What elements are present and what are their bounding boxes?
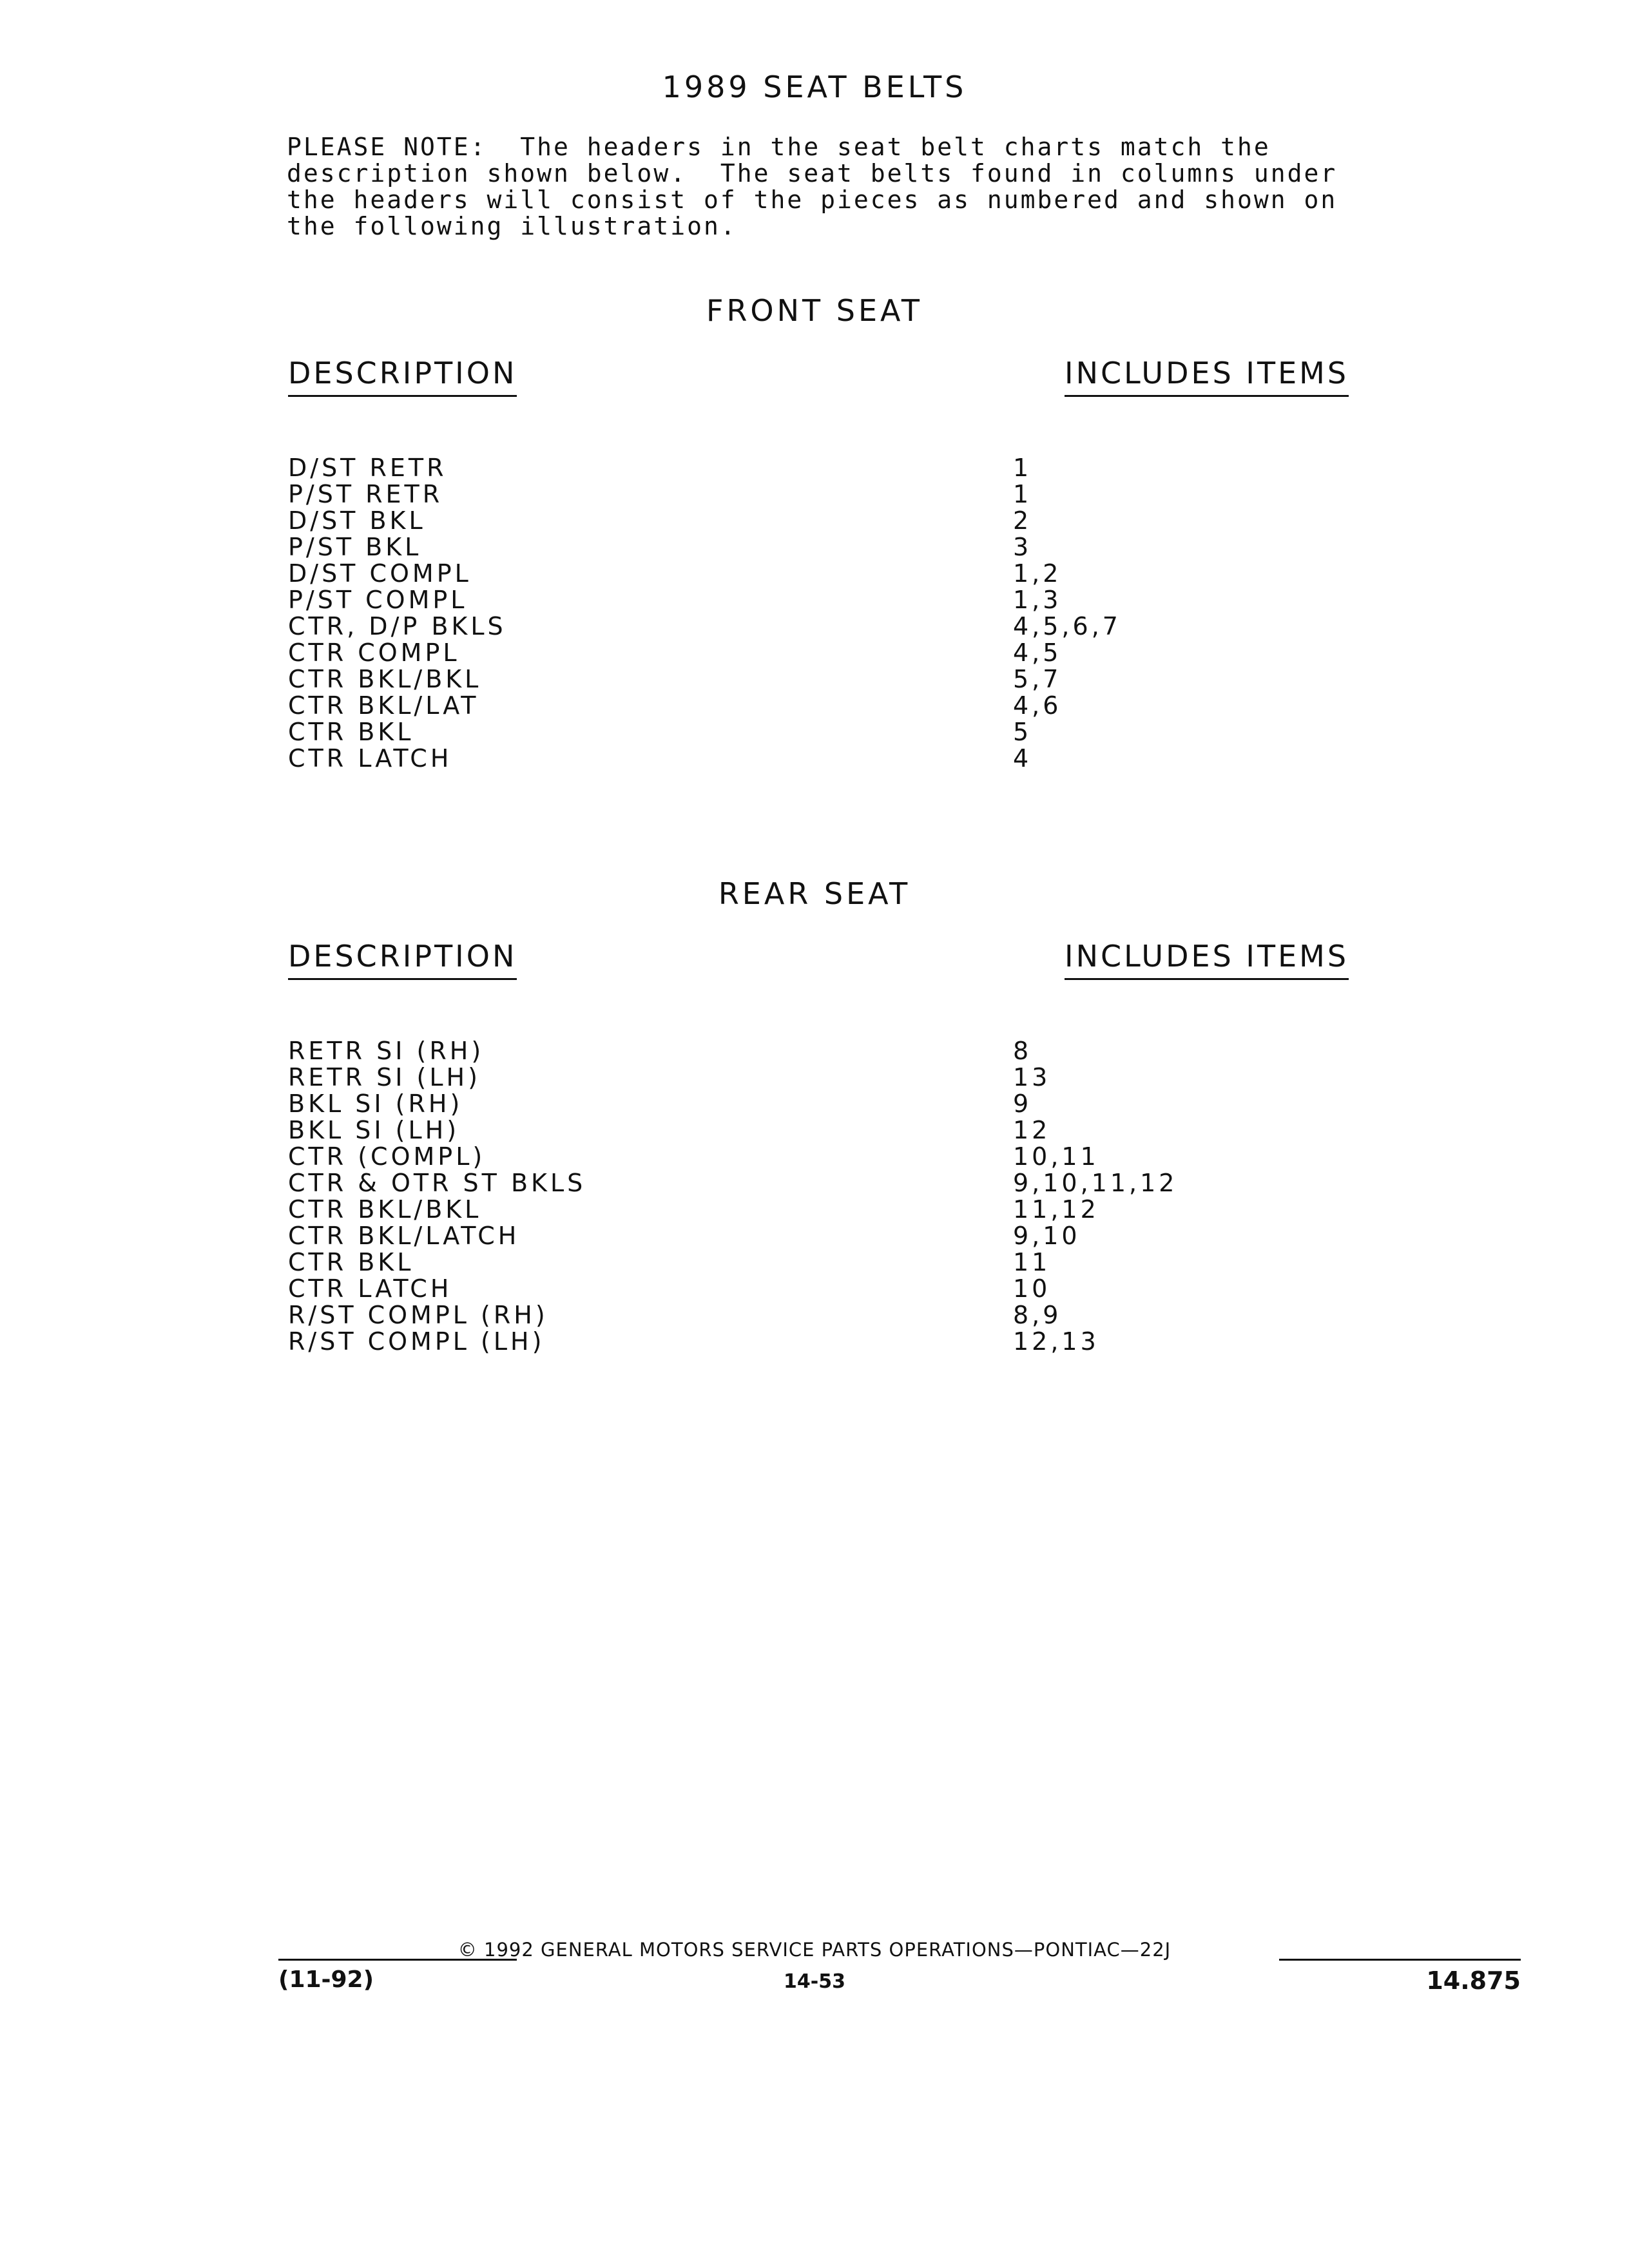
- front-row-items: 4,5: [1013, 639, 1062, 667]
- front-row-items: 4,5,6,7: [1013, 612, 1121, 640]
- front-row-items: 5,7: [1013, 665, 1062, 693]
- rear-row-items: 8,9: [1013, 1301, 1062, 1329]
- rear-seat-title: REAR SEAT: [718, 876, 911, 911]
- rear-row-items: 8: [1013, 1037, 1032, 1065]
- front-row-description: CTR BKL/BKL: [288, 665, 482, 693]
- footer-date-code: (11-92): [278, 1966, 374, 1993]
- rear-description-list: [288, 1038, 586, 1355]
- front-row-items: 5: [1013, 718, 1032, 746]
- front-items-header: INCLUDES ITEMS: [1065, 356, 1349, 397]
- rear-row-description: CTR BKL/LATCH: [288, 1222, 520, 1250]
- front-row-description: CTR LATCH: [288, 744, 452, 773]
- footer-section-number: 14.875: [1426, 1966, 1521, 1995]
- front-row-items: 4: [1013, 744, 1032, 773]
- rear-row-description: BKL SI (RH): [288, 1090, 463, 1118]
- front-row-items: 2: [1013, 506, 1032, 535]
- footer-copyright: © 1992 GENERAL MOTORS SERVICE PARTS OPERATIONS—PONTIAC—22J: [458, 1939, 1171, 1961]
- rear-row-items: 9,10,11,12: [1013, 1169, 1178, 1197]
- rear-row-description: RETR SI (LH): [288, 1063, 481, 1091]
- footer-page-number: 14-53: [784, 1970, 845, 1993]
- front-row-description: P/ST RETR: [288, 480, 443, 508]
- front-row-description: CTR, D/P BKLS: [288, 612, 506, 640]
- front-row-items: 3: [1013, 533, 1032, 561]
- rear-row-items: 12,13: [1013, 1327, 1099, 1356]
- front-row-items: 1,3: [1013, 586, 1062, 614]
- rear-row-description: RETR SI (RH): [288, 1037, 485, 1065]
- front-row-description: P/ST COMPL: [288, 586, 468, 614]
- front-row-items: 1: [1013, 454, 1032, 482]
- rear-items-list: [1013, 1038, 1177, 1355]
- rear-row-description: CTR & OTR ST BKLS: [288, 1169, 586, 1197]
- footer-rule-right: [1279, 1959, 1521, 1961]
- front-row-description: CTR COMPL: [288, 639, 460, 667]
- rear-row-items: 9,10: [1013, 1222, 1081, 1250]
- rear-row-description: BKL SI (LH): [288, 1116, 460, 1144]
- page-title: 1989 SEAT BELTS: [662, 70, 967, 104]
- front-description-list: [288, 455, 506, 772]
- rear-row-items: 11,12: [1013, 1195, 1099, 1224]
- rear-description-header: DESCRIPTION: [288, 939, 517, 980]
- front-items-list: [1013, 455, 1121, 772]
- front-row-description: D/ST COMPL: [288, 559, 472, 588]
- rear-row-description: R/ST COMPL (LH): [288, 1327, 545, 1356]
- front-row-description: P/ST BKL: [288, 533, 422, 561]
- rear-row-items: 9: [1013, 1090, 1032, 1118]
- rear-row-description: CTR BKL/BKL: [288, 1195, 482, 1224]
- front-row-items: 4,6: [1013, 691, 1062, 720]
- rear-row-items: 11: [1013, 1248, 1051, 1276]
- rear-row-items: 12: [1013, 1116, 1051, 1144]
- rear-row-description: CTR (COMPL): [288, 1142, 486, 1171]
- front-row-items: 1,2: [1013, 559, 1062, 588]
- rear-row-description: R/ST COMPL (RH): [288, 1301, 548, 1329]
- front-seat-title: FRONT SEAT: [706, 293, 923, 328]
- rear-row-description: CTR BKL: [288, 1248, 414, 1276]
- rear-row-items: 10,11: [1013, 1142, 1099, 1171]
- front-row-description: CTR BKL: [288, 718, 414, 746]
- front-row-items: 1: [1013, 480, 1032, 508]
- rear-row-description: CTR LATCH: [288, 1274, 452, 1303]
- front-row-description: CTR BKL/LAT: [288, 691, 479, 720]
- rear-row-items: 10: [1013, 1274, 1051, 1303]
- rear-row-items: 13: [1013, 1063, 1051, 1091]
- note-paragraph: PLEASE NOTE: The headers in the seat belt charts match the description shown below. The seat belts found in columns under the headers will consist of the pieces as numbered and shown on the following illustration.: [287, 133, 1338, 240]
- front-row-description: D/ST RETR: [288, 454, 447, 482]
- rear-items-header: INCLUDES ITEMS: [1065, 939, 1349, 980]
- front-description-header: DESCRIPTION: [288, 356, 517, 397]
- front-row-description: D/ST BKL: [288, 506, 426, 535]
